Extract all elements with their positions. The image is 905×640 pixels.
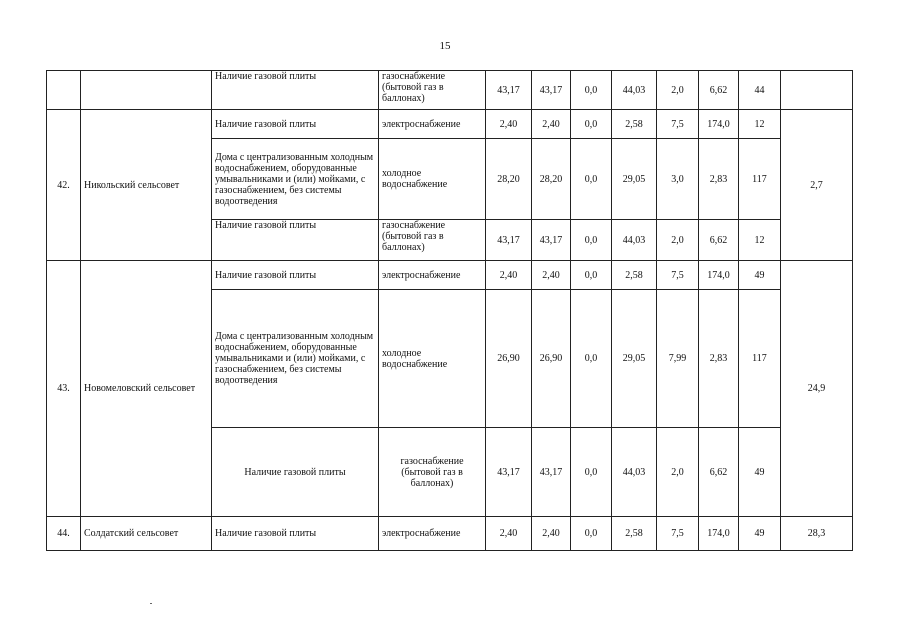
- value-cell: 43,17: [532, 71, 571, 110]
- value-cell: 26,90: [486, 290, 532, 428]
- value-cell: 174,0: [699, 261, 739, 290]
- value-cell: 2,0: [657, 71, 699, 110]
- value-cell: 0,0: [571, 290, 612, 428]
- value-cell: 3,0: [657, 139, 699, 220]
- row-number-cell: [47, 71, 81, 110]
- value-cell: 2,40: [486, 110, 532, 139]
- table-row: [47, 110, 853, 139]
- tariff-table: [46, 70, 853, 551]
- description-cell: Наличие газовой плиты: [212, 110, 379, 139]
- value-cell: 44: [739, 71, 781, 110]
- value-cell: 0,0: [571, 139, 612, 220]
- value-cell: 2,40: [532, 110, 571, 139]
- value-cell: 12: [739, 220, 781, 261]
- value-cell: 7,5: [657, 517, 699, 551]
- value-cell: 12: [739, 110, 781, 139]
- value-cell: 2,40: [486, 517, 532, 551]
- value-cell: 28,20: [532, 139, 571, 220]
- value-cell: 2,58: [612, 517, 657, 551]
- value-cell: 2,40: [532, 517, 571, 551]
- service-cell: газоснабжение (бытовой газ в баллонах): [379, 428, 486, 517]
- value-cell: 6,62: [699, 71, 739, 110]
- description-cell: Наличие газовой плиты: [212, 261, 379, 290]
- service-cell: холодное водоснабжение: [379, 290, 486, 428]
- value-cell: 0,0: [571, 220, 612, 261]
- description-cell: Дома с централизованным холодным водоснабжением, оборудованные умывальниками и (или) мойками, с газоснабжением, без системы водоотведения: [212, 139, 379, 220]
- value-cell: 2,58: [612, 110, 657, 139]
- value-cell: 6,62: [699, 428, 739, 517]
- row-number-cell: 43.: [47, 261, 81, 517]
- value-cell: 49: [739, 428, 781, 517]
- value-cell: 0,0: [571, 261, 612, 290]
- service-cell: электроснабжение: [379, 517, 486, 551]
- value-cell: 44,03: [612, 428, 657, 517]
- total-cell: 28,3: [781, 517, 853, 551]
- description-cell: Наличие газовой плиты: [212, 428, 379, 517]
- value-cell: 0,0: [571, 428, 612, 517]
- value-cell: 49: [739, 517, 781, 551]
- table-row: [47, 517, 853, 551]
- value-cell: 44,03: [612, 220, 657, 261]
- value-cell: 28,20: [486, 139, 532, 220]
- value-cell: 7,99: [657, 290, 699, 428]
- value-cell: 6,62: [699, 220, 739, 261]
- value-cell: 43,17: [486, 428, 532, 517]
- description-cell: Наличие газовой плиты: [212, 71, 379, 110]
- service-cell: электроснабжение: [379, 110, 486, 139]
- page-number: 15: [439, 40, 451, 52]
- row-number-cell: 42.: [47, 110, 81, 261]
- table-row: [47, 261, 853, 290]
- value-cell: 2,0: [657, 220, 699, 261]
- value-cell: 2,40: [486, 261, 532, 290]
- value-cell: 44,03: [612, 71, 657, 110]
- description-cell: Дома с централизованным холодным водоснабжением, оборудованные умывальниками и (или) мойками, с газоснабжением, без системы водоотведения: [212, 290, 379, 428]
- settlement-name-cell: Никольский сельсовет: [81, 110, 212, 261]
- service-cell: газоснабжение (бытовой газ в баллонах): [379, 220, 486, 261]
- description-cell: Наличие газовой плиты: [212, 517, 379, 551]
- value-cell: 2,83: [699, 290, 739, 428]
- service-cell: электроснабжение: [379, 261, 486, 290]
- service-cell: газоснабжение (бытовой газ в баллонах): [379, 71, 486, 110]
- settlement-name-cell: [81, 71, 212, 110]
- value-cell: 0,0: [571, 71, 612, 110]
- value-cell: 2,40: [532, 261, 571, 290]
- settlement-name-cell: Новомеловский сельсовет: [81, 261, 212, 517]
- value-cell: 43,17: [486, 71, 532, 110]
- value-cell: 43,17: [532, 220, 571, 261]
- value-cell: 117: [739, 290, 781, 428]
- total-cell: 2,7: [781, 110, 853, 261]
- value-cell: 2,0: [657, 428, 699, 517]
- settlement-name-cell: Солдатский сельсовет: [81, 517, 212, 551]
- description-cell: Наличие газовой плиты: [212, 220, 379, 261]
- value-cell: 0,0: [571, 110, 612, 139]
- value-cell: 29,05: [612, 139, 657, 220]
- value-cell: 2,58: [612, 261, 657, 290]
- value-cell: 2,83: [699, 139, 739, 220]
- value-cell: 117: [739, 139, 781, 220]
- service-cell: холодное водоснабжение: [379, 139, 486, 220]
- value-cell: 43,17: [486, 220, 532, 261]
- value-cell: 26,90: [532, 290, 571, 428]
- value-cell: 29,05: [612, 290, 657, 428]
- scan-speck: [150, 603, 152, 604]
- table-row: [47, 71, 853, 110]
- value-cell: 174,0: [699, 110, 739, 139]
- total-cell: 24,9: [781, 261, 853, 517]
- value-cell: 43,17: [532, 428, 571, 517]
- value-cell: 0,0: [571, 517, 612, 551]
- row-number-cell: 44.: [47, 517, 81, 551]
- total-cell: [781, 71, 853, 110]
- value-cell: 49: [739, 261, 781, 290]
- value-cell: 7,5: [657, 261, 699, 290]
- value-cell: 174,0: [699, 517, 739, 551]
- value-cell: 7,5: [657, 110, 699, 139]
